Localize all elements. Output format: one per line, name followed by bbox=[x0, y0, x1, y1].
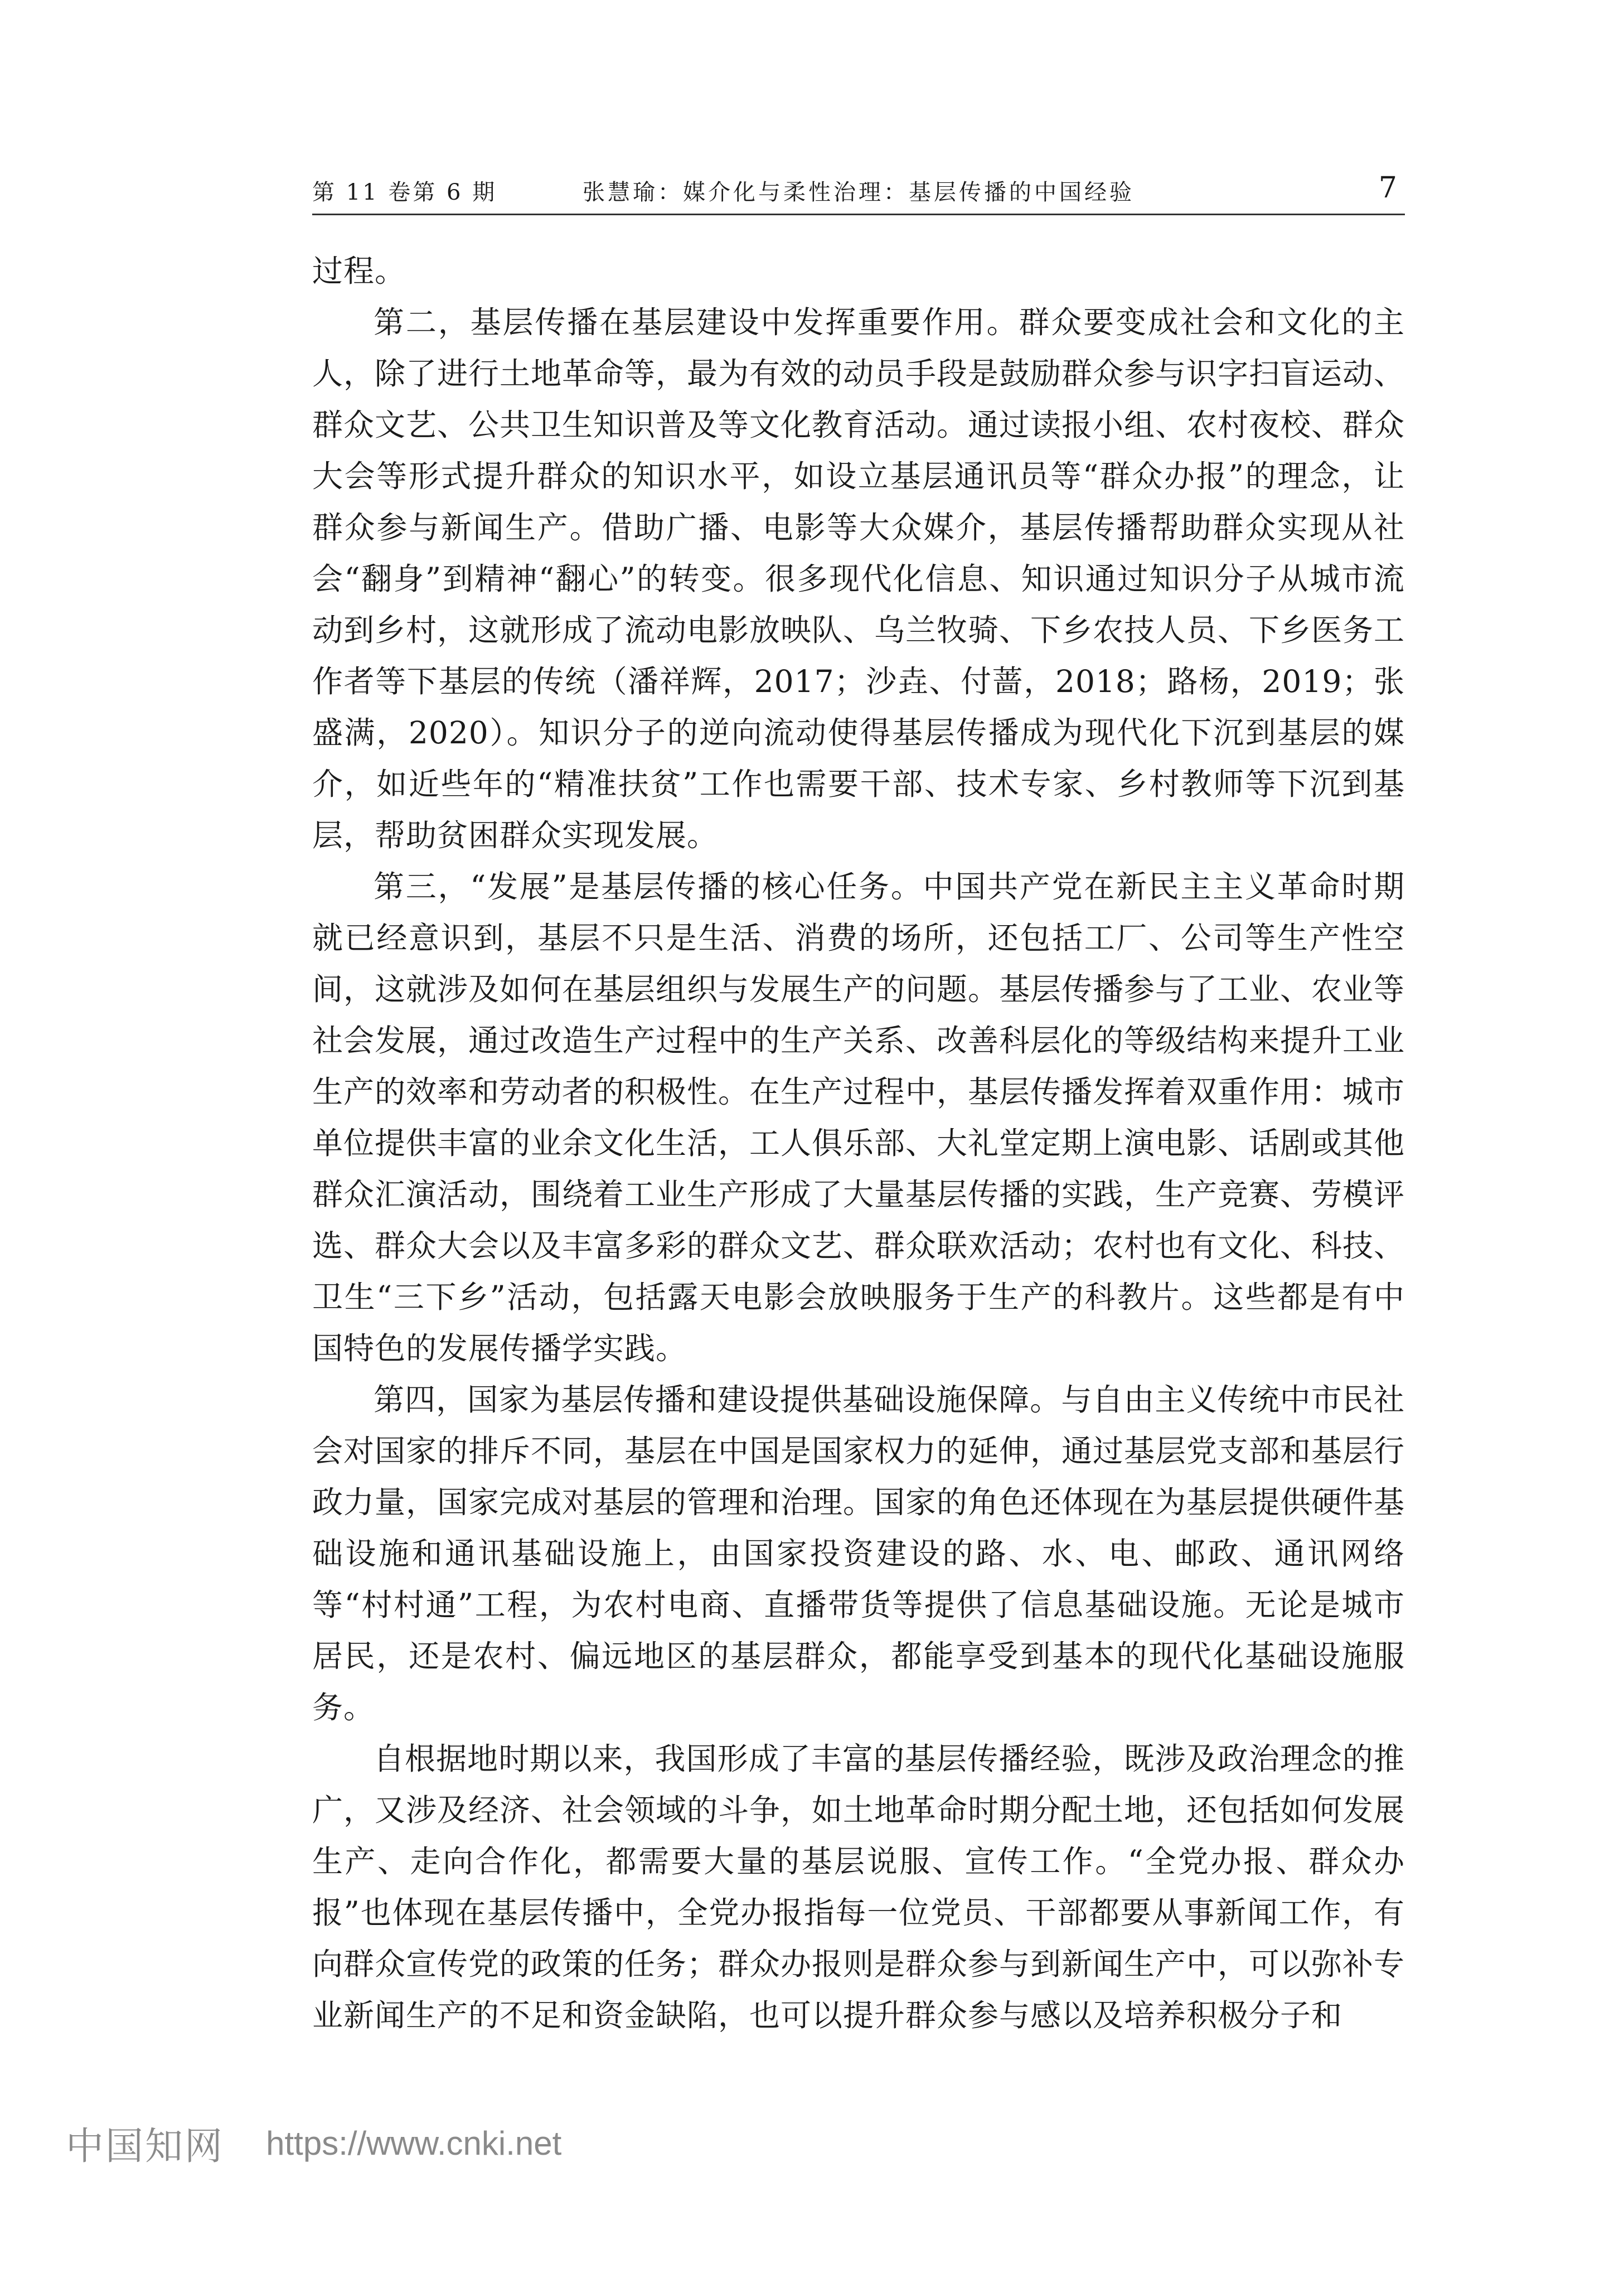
paragraph-second-point: 第二，基层传播在基层建设中发挥重要作用。群众要变成社会和文化的主人，除了进行土地革命等，最为有效的动员手段是鼓励群众参与识字扫盲运动、群众文艺、公共卫生知识普及等文化教育活动。通过读报小组、农村夜校、群众大会等形式提升群众的知识水平，如设立基层通讯员等“群众办报”的理念，让群众参与新闻生产。借助广播、电影等大众媒介，基层传播帮助群众实现从社会“翻身”到精神“翻心”的转变。很多现代化信息、知识通过知识分子从城市流动到乡村，这就形成了流动电影放映队、乌兰牧骑、下乡农技人员、下乡医务工作者等下基层的传统（潘祥辉，2017；沙垚、付蔷，2018；路杨，2019；张盛满，2020）。知识分子的逆向流动使得基层传播成为现代化下沉到基层的媒介，如近些年的“精准扶贫”工作也需要干部、技术专家、乡村教师等下沉到基层，帮助贫困群众实现发展。 bbox=[312, 304, 1405, 853]
paragraph-third-point: 第三，“发展”是基层传播的核心任务。中国共产党在新民主主义革命时期就已经意识到，基层不只是生活、消费的场所，还包括工厂、公司等生产性空间，这就涉及如何在基层组织与发展生产的问题。基层传播参与了工业、农业等社会发展，通过改造生产过程中的生产关系、改善科层化的等级结构来提升工业生产的效率和劳动者的积极性。在生产过程中，基层传播发挥着双重作用：城市单位提供丰富的业余文化生活，工人俱乐部、大礼堂定期上演电影、话剧或其他群众汇演活动，围绕着工业生产形成了大量基层传播的实践，生产竞赛、劳模评选、群众大会以及丰富多彩的群众文艺、群众联欢活动；农村也有文化、科技、卫生“三下乡”活动，包括露天电影会放映服务于生产的科教片。这些都是有中国特色的发展传播学实践。 bbox=[312, 869, 1405, 1366]
watermark-site-url: https://www.cnki.net bbox=[266, 2125, 562, 2162]
watermark-site-name: 中国知网 bbox=[66, 2125, 225, 2169]
paragraph-continued: 过程。 bbox=[312, 253, 406, 289]
running-title: 张慧瑜：媒介化与柔性治理：基层传播的中国经验 bbox=[583, 180, 1135, 205]
running-header bbox=[312, 170, 1405, 215]
paragraph-fourth-point: 第四，国家为基层传播和建设提供基础设施保障。与自由主义传统中市民社会对国家的排斥不同，基层在中国是国家权力的延伸，通过基层党支部和基层行政力量，国家完成对基层的管理和治理。国家的角色还体现在为基层提供硬件基础设施和通讯基础设施上，由国家投资建设的路、水、电、邮政、通讯网络等“村村通”工程，为农村电商、直播带货等提供了信息基础设施。无论是城市居民，还是农村、偏远地区的基层群众，都能享受到基本的现代化基础设施服务。 bbox=[312, 1382, 1405, 1725]
journal-issue: 第 11 卷第 6 期 bbox=[312, 180, 497, 205]
page-number: 7 bbox=[1378, 171, 1397, 205]
cnki-watermark bbox=[66, 2116, 562, 2169]
article-body bbox=[312, 245, 1405, 2041]
paragraph-base-area-experience: 自根据地时期以来，我国形成了丰富的基层传播经验，既涉及政治理念的推广，又涉及经济、社会领域的斗争，如土地革命时期分配土地，还包括如何发展生产、走向合作化，都需要大量的基层说服、宣传工作。“全党办报、群众办报”也体现在基层传播中，全党办报指每一位党员、干部都要从事新闻工作，有向群众宣传党的政策的任务；群众办报则是群众参与到新闻生产中，可以弥补专业新闻生产的不足和资金缺陷，也可以提升群众参与感以及培养积极分子和 bbox=[312, 1741, 1405, 2033]
